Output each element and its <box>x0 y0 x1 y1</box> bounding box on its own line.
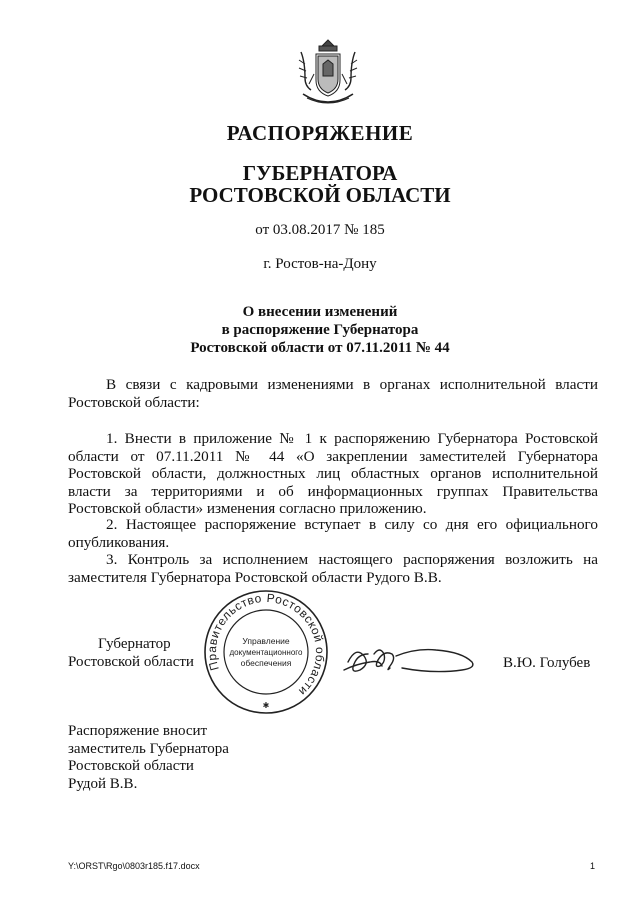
introduced-by-line-4: Рудой В.В. <box>68 775 138 792</box>
subject-line-3: Ростовской области от 07.11.2011 № 44 <box>190 340 450 356</box>
signatory-name: В.Ю. Голубев <box>503 655 591 671</box>
document-city: г. Ростов-на-Дону <box>263 256 377 272</box>
issuer-title-line-2: РОСТОВСКОЙ ОБЛАСТИ <box>189 183 451 207</box>
issuer-title-line-1: ГУБЕРНАТОРА <box>242 161 398 185</box>
introduced-by-line-3: Ростовской области <box>68 758 194 774</box>
introduced-by-block <box>68 723 229 793</box>
page-number: 1 <box>590 861 596 871</box>
document-type-title: РАСПОРЯЖЕНИЕ <box>226 121 414 145</box>
seal-center-line-1: Управление <box>242 636 290 646</box>
item-2-paragraph: 2. Настоящее распоряжение вступает в силу со дня его официального опубликования. <box>68 516 598 551</box>
seal-center-line-3: обеспечения <box>240 658 292 668</box>
introduced-by-line-2: заместитель Губернатора <box>68 740 229 757</box>
signatory-title-line-2: Ростовской области <box>68 654 194 670</box>
document-date-number: от 03.08.2017 № 185 <box>255 222 385 238</box>
seal-center-line-2: документационного <box>229 648 303 657</box>
introduced-by-line-1: Распоряжение вносит <box>68 723 208 739</box>
footer-file-path: Y:\ORST\Rgo\0803r185.f17.docx <box>68 861 200 871</box>
coat-of-arms-icon <box>295 38 361 110</box>
subject-line-2: в распоряжение Губернатора <box>221 322 419 338</box>
svg-text:✱: ✱ <box>262 701 270 710</box>
handwritten-signature-icon <box>340 636 485 680</box>
official-seal-icon <box>202 588 330 716</box>
subject-line-1: О внесении изменений <box>242 304 398 320</box>
seal-ring-text: Правительство Ростовской области <box>204 590 328 699</box>
intro-paragraph: В связи с кадровыми изменениями в органах исполнительной власти Ростовской области: <box>68 376 598 411</box>
item-3-paragraph: 3. Контроль за исполнением настоящего распоряжения возложить на заместителя Губернатора Ростовской области Рудого В.В. <box>68 551 598 586</box>
signatory-title-line-1: Губернатор <box>98 636 171 652</box>
item-1-paragraph: 1. Внести в приложение № 1 к распоряжению Губернатора Ростовской области от 07.11.2011 № 44 «О закреплении заместителей Губернатора Ростовской области, должностных лиц областных органов исполнительной власти за территориями и об информационных группах Правительства Ростовской области» изменения согласно приложению. <box>68 430 598 518</box>
